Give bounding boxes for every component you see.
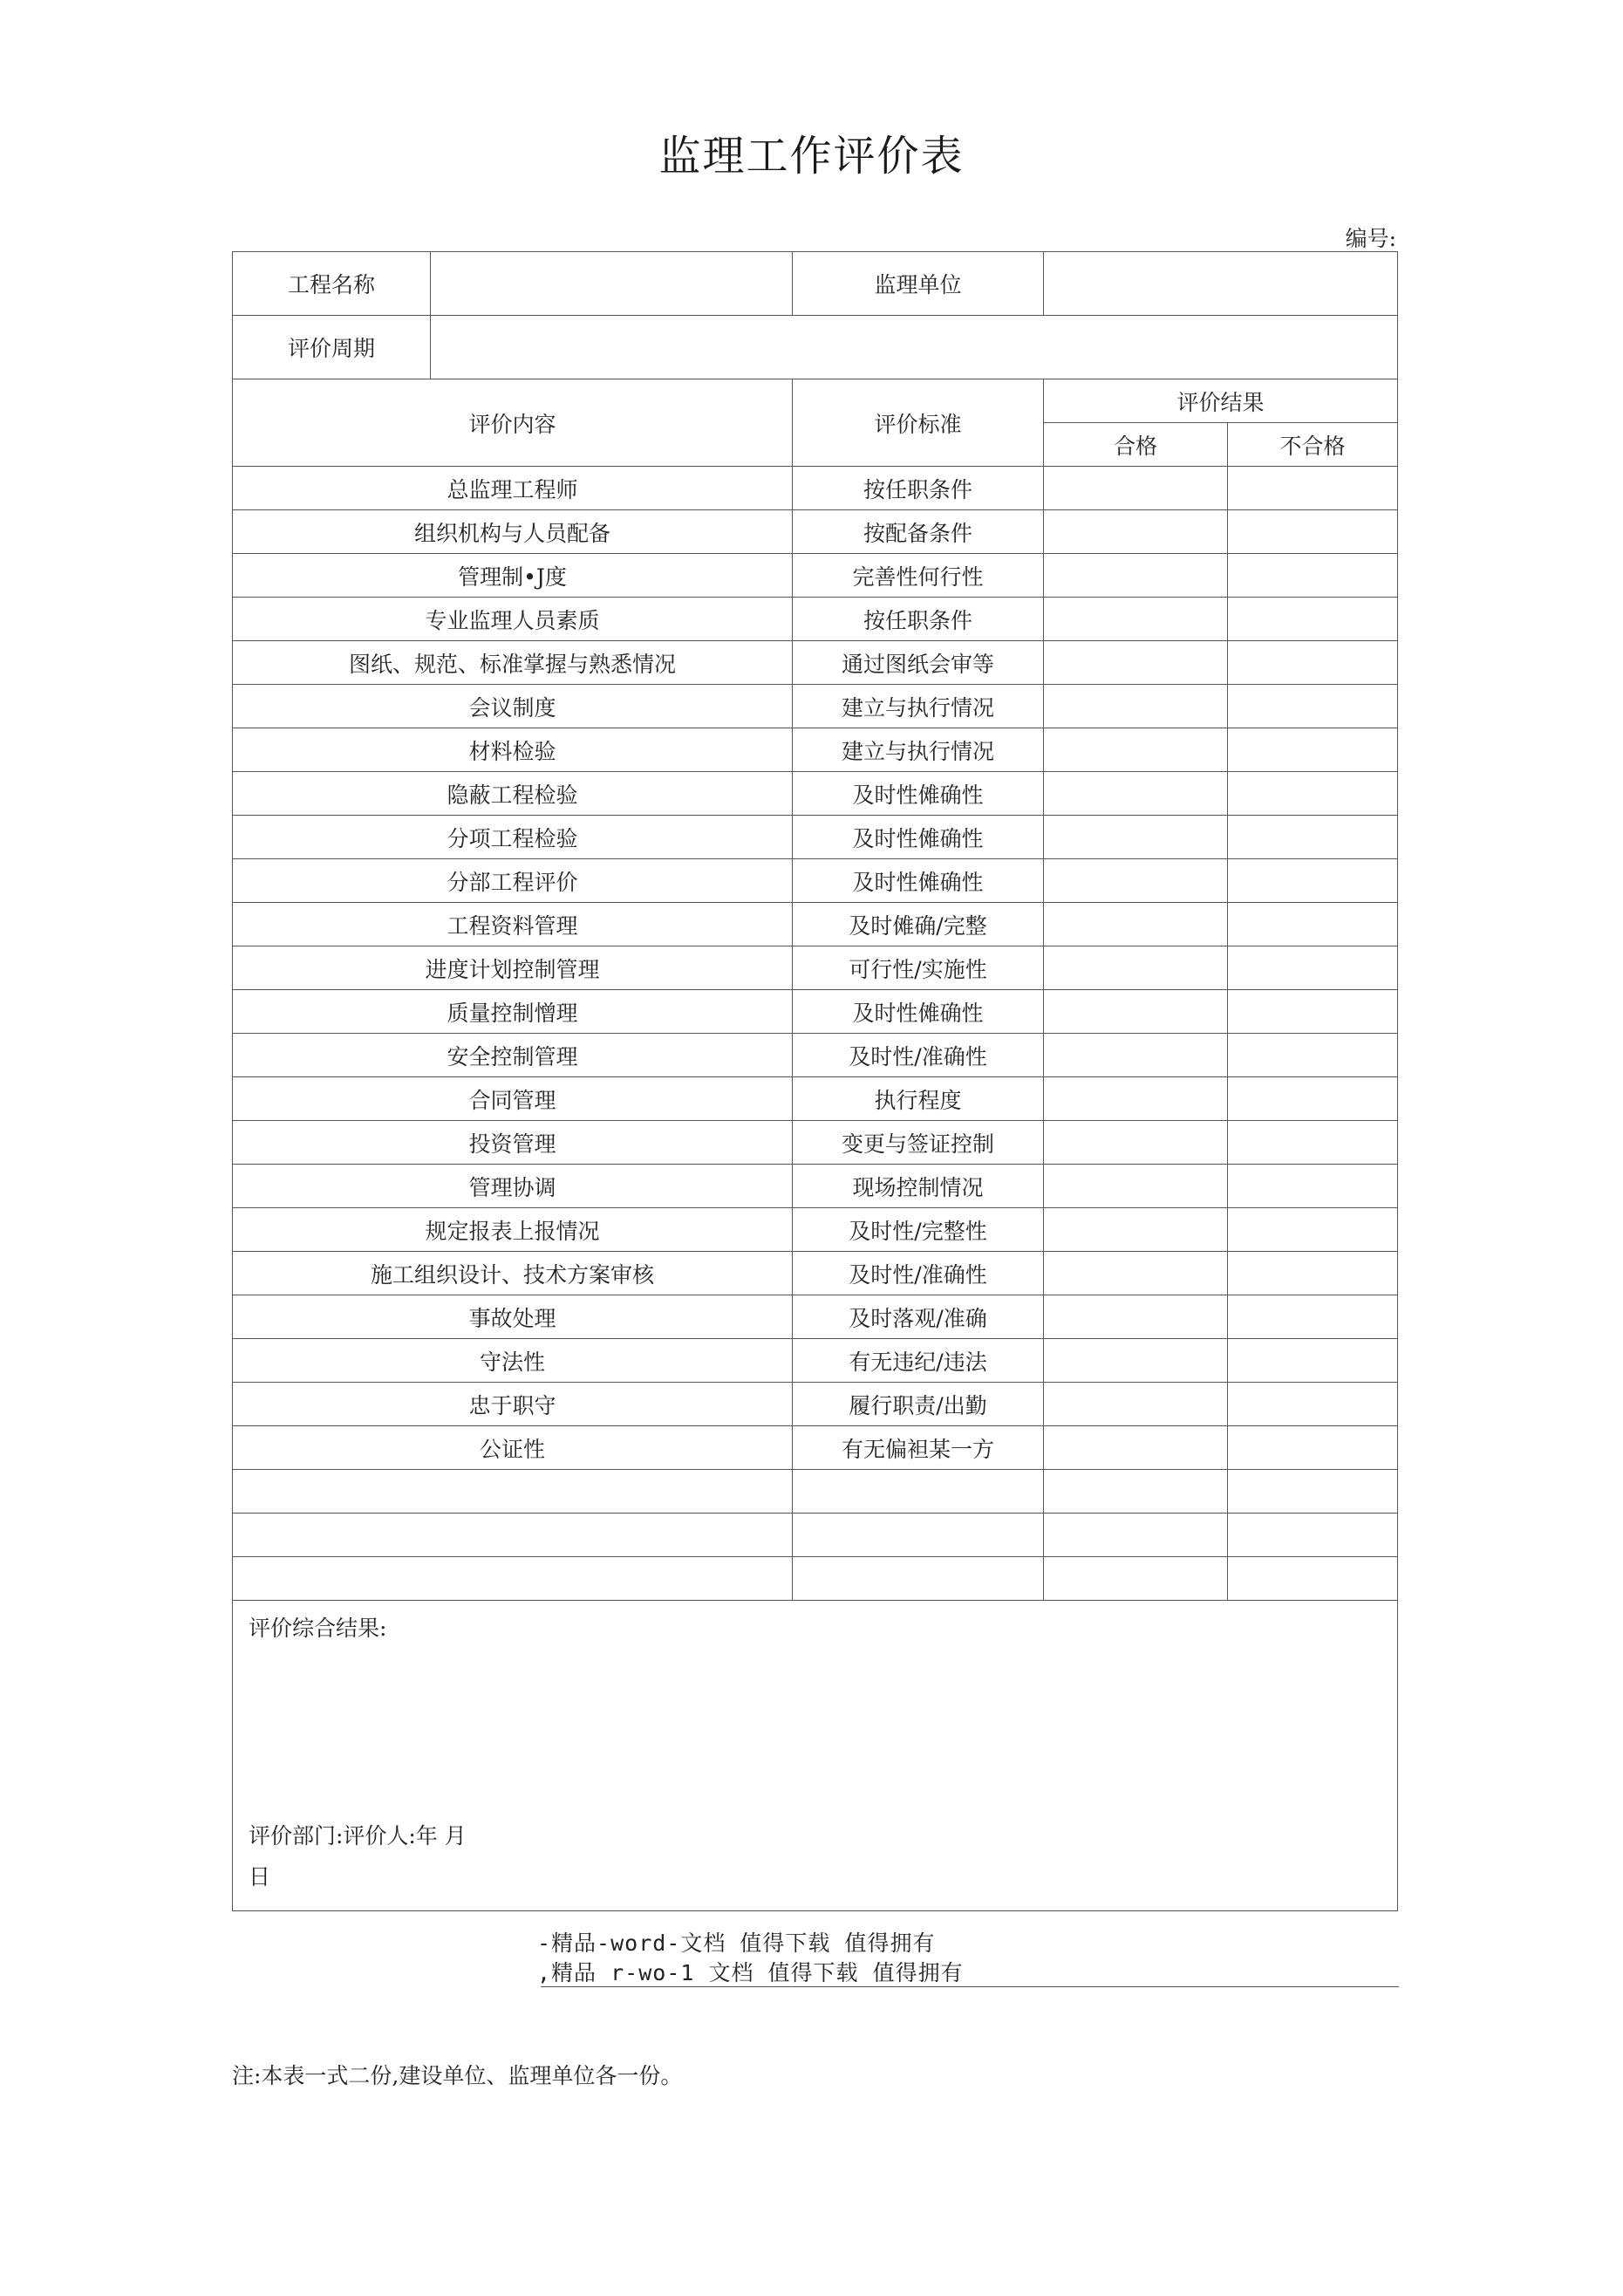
row-content: 忠于职守: [233, 1383, 793, 1426]
row-standard: 通过图纸会审等: [793, 641, 1044, 685]
period-label: 评价周期: [233, 316, 431, 379]
supervision-unit-input[interactable]: [1044, 252, 1398, 316]
column-header-row: [233, 379, 1398, 423]
table-row: [233, 816, 1398, 859]
table-row: [233, 685, 1398, 728]
fail-cell[interactable]: [1228, 816, 1398, 859]
pass-cell[interactable]: [1044, 554, 1228, 598]
footer-line-2: ,精品 r-wo-1 文档 值得下载 值得拥有: [537, 1960, 964, 1985]
row-standard: 及时性/准确性: [793, 1034, 1044, 1077]
row-standard: [793, 1557, 1044, 1601]
fail-cell[interactable]: [1228, 1557, 1398, 1601]
evaluation-table: [232, 251, 1398, 1911]
pass-cell[interactable]: [1044, 685, 1228, 728]
content-column-header: 评价内容: [233, 379, 793, 467]
row-standard: 按任职条件: [793, 467, 1044, 510]
summary-cell[interactable]: [233, 1601, 1398, 1911]
row-standard: 变更与签证控制: [793, 1121, 1044, 1165]
row-content: 质量控制憎理: [233, 990, 793, 1034]
row-content: 分部工程评价: [233, 859, 793, 903]
project-name-row: [233, 252, 1398, 316]
row-content: 合同管理: [233, 1077, 793, 1121]
page-title: 监理工作评价表: [658, 132, 965, 181]
pass-cell[interactable]: [1044, 1034, 1228, 1077]
fail-cell[interactable]: [1228, 772, 1398, 816]
fail-column-header: 不合格: [1228, 423, 1398, 467]
row-content: 规定报表上报情况: [233, 1208, 793, 1252]
row-standard: 有无违纪/违法: [793, 1339, 1044, 1383]
pass-cell[interactable]: [1044, 859, 1228, 903]
row-standard: 执行程度: [793, 1077, 1044, 1121]
pass-cell[interactable]: [1044, 641, 1228, 685]
row-content: 图纸、规范、标准掌握与熟悉情况: [233, 641, 793, 685]
table-row: [233, 990, 1398, 1034]
fail-cell[interactable]: [1228, 1252, 1398, 1295]
serial-number-label: 编号:: [1345, 226, 1396, 251]
fail-cell[interactable]: [1228, 685, 1398, 728]
fail-cell[interactable]: [1228, 1470, 1398, 1514]
table-row: [233, 1426, 1398, 1470]
fail-cell[interactable]: [1228, 903, 1398, 946]
row-standard: 及时落观/准确: [793, 1295, 1044, 1339]
row-standard: 建立与执行情况: [793, 685, 1044, 728]
pass-cell[interactable]: [1044, 1295, 1228, 1339]
row-content: [233, 1557, 793, 1601]
standard-column-header: 评价标准: [793, 379, 1044, 467]
table-row: [233, 554, 1398, 598]
fail-cell[interactable]: [1228, 859, 1398, 903]
row-content: 公证性: [233, 1426, 793, 1470]
row-standard: 及时性/完整性: [793, 1208, 1044, 1252]
fail-cell[interactable]: [1228, 1077, 1398, 1121]
note-text: 注:本表一式二份,建设单位、监理单位各一份。: [232, 2063, 683, 2088]
result-column-header: 评价结果: [1044, 379, 1398, 423]
row-content: 进度计划控制管理: [233, 946, 793, 990]
pass-cell[interactable]: [1044, 1077, 1228, 1121]
summary-day: 日: [249, 1864, 271, 1889]
row-standard: 及时性/准确性: [793, 1252, 1044, 1295]
pass-cell[interactable]: [1044, 1121, 1228, 1165]
pass-cell[interactable]: [1044, 1426, 1228, 1470]
fail-cell[interactable]: [1228, 1295, 1398, 1339]
row-content: 管理制•J度: [233, 554, 793, 598]
project-name-label: 工程名称: [233, 252, 431, 316]
row-standard: 及时性傩确性: [793, 990, 1044, 1034]
fail-cell[interactable]: [1228, 1339, 1398, 1383]
row-standard: [793, 1470, 1044, 1514]
row-content: 管理协调: [233, 1165, 793, 1208]
table-row: [233, 1252, 1398, 1295]
table-row: [233, 946, 1398, 990]
row-content: 专业监理人员素质: [233, 598, 793, 641]
fail-cell[interactable]: [1228, 728, 1398, 772]
row-content: 隐蔽工程检验: [233, 772, 793, 816]
period-input[interactable]: [431, 316, 1398, 379]
pass-cell[interactable]: [1044, 903, 1228, 946]
pass-cell[interactable]: [1044, 816, 1228, 859]
row-standard: 及时傩确/完整: [793, 903, 1044, 946]
row-content: [233, 1470, 793, 1514]
supervision-unit-label: 监理单位: [793, 252, 1044, 316]
table-row: [233, 903, 1398, 946]
table-row: [233, 641, 1398, 685]
pass-cell[interactable]: [1044, 1557, 1228, 1601]
table-row: [233, 1077, 1398, 1121]
row-content: 组织机构与人员配备: [233, 510, 793, 554]
pass-column-header: 合格: [1044, 423, 1228, 467]
row-standard: 完善性何行性: [793, 554, 1044, 598]
pass-cell[interactable]: [1044, 1383, 1228, 1426]
pass-cell[interactable]: [1044, 467, 1228, 510]
pass-cell[interactable]: [1044, 1470, 1228, 1514]
row-standard: 及时性傩确性: [793, 816, 1044, 859]
table-row: [233, 859, 1398, 903]
row-standard: 建立与执行情况: [793, 728, 1044, 772]
table-row: [233, 598, 1398, 641]
pass-cell[interactable]: [1044, 510, 1228, 554]
row-content: 工程资料管理: [233, 903, 793, 946]
table-row: [233, 1034, 1398, 1077]
fail-cell[interactable]: [1228, 1034, 1398, 1077]
fail-cell[interactable]: [1228, 990, 1398, 1034]
row-content: 事故处理: [233, 1295, 793, 1339]
pass-cell[interactable]: [1044, 1165, 1228, 1208]
row-standard: 按任职条件: [793, 598, 1044, 641]
row-content: 施工组织设计、技术方案审核: [233, 1252, 793, 1295]
row-content: 安全控制管理: [233, 1034, 793, 1077]
pass-cell[interactable]: [1044, 1208, 1228, 1252]
footer-line-1: -精品-word-文档 值得下载 值得拥有: [537, 1930, 936, 1956]
summary-row: [233, 1601, 1398, 1911]
fail-cell[interactable]: [1228, 1121, 1398, 1165]
row-standard: 及时性傩确性: [793, 772, 1044, 816]
summary-label: 评价综合结果:: [249, 1616, 387, 1641]
table-row: [233, 1339, 1398, 1383]
footer-divider: [541, 1986, 1399, 1987]
row-standard: 有无偏袒某一方: [793, 1426, 1044, 1470]
fail-cell[interactable]: [1228, 641, 1398, 685]
fail-cell[interactable]: [1228, 1514, 1398, 1557]
table-row: [233, 1208, 1398, 1252]
table-row: [233, 510, 1398, 554]
row-standard: 及时性傩确性: [793, 859, 1044, 903]
project-name-input[interactable]: [431, 252, 793, 316]
table-row: [233, 1121, 1398, 1165]
period-row: [233, 316, 1398, 379]
fail-cell[interactable]: [1228, 1383, 1398, 1426]
fail-cell[interactable]: [1228, 1426, 1398, 1470]
table-row: [233, 1383, 1398, 1426]
row-content: 总监理工程师: [233, 467, 793, 510]
pass-cell[interactable]: [1044, 946, 1228, 990]
row-standard: 可行性/实施性: [793, 946, 1044, 990]
summary-dept-line: 评价部门:评价人:年 月: [249, 1823, 467, 1848]
pass-cell[interactable]: [1044, 990, 1228, 1034]
row-content: 分项工程检验: [233, 816, 793, 859]
fail-cell[interactable]: [1228, 510, 1398, 554]
fail-cell[interactable]: [1228, 1208, 1398, 1252]
pass-cell[interactable]: [1044, 1514, 1228, 1557]
row-standard: [793, 1514, 1044, 1557]
table-row: [233, 1165, 1398, 1208]
pass-cell[interactable]: [1044, 728, 1228, 772]
table-row: [233, 1557, 1398, 1601]
row-content: 材料检验: [233, 728, 793, 772]
row-content: 会议制度: [233, 685, 793, 728]
row-content: 投资管理: [233, 1121, 793, 1165]
table-row: [233, 772, 1398, 816]
pass-cell[interactable]: [1044, 1252, 1228, 1295]
table-row: [233, 728, 1398, 772]
fail-cell[interactable]: [1228, 1165, 1398, 1208]
row-standard: 履行职责/出勤: [793, 1383, 1044, 1426]
row-content: 守法性: [233, 1339, 793, 1383]
table-row: [233, 1295, 1398, 1339]
table-row: [233, 467, 1398, 510]
pass-cell[interactable]: [1044, 598, 1228, 641]
row-standard: 按配备条件: [793, 510, 1044, 554]
fail-cell[interactable]: [1228, 467, 1398, 510]
pass-cell[interactable]: [1044, 1339, 1228, 1383]
pass-cell[interactable]: [1044, 772, 1228, 816]
table-row: [233, 1514, 1398, 1557]
fail-cell[interactable]: [1228, 554, 1398, 598]
row-standard: 现场控制情况: [793, 1165, 1044, 1208]
row-content: [233, 1514, 793, 1557]
fail-cell[interactable]: [1228, 946, 1398, 990]
table-row: [233, 1470, 1398, 1514]
fail-cell[interactable]: [1228, 598, 1398, 641]
